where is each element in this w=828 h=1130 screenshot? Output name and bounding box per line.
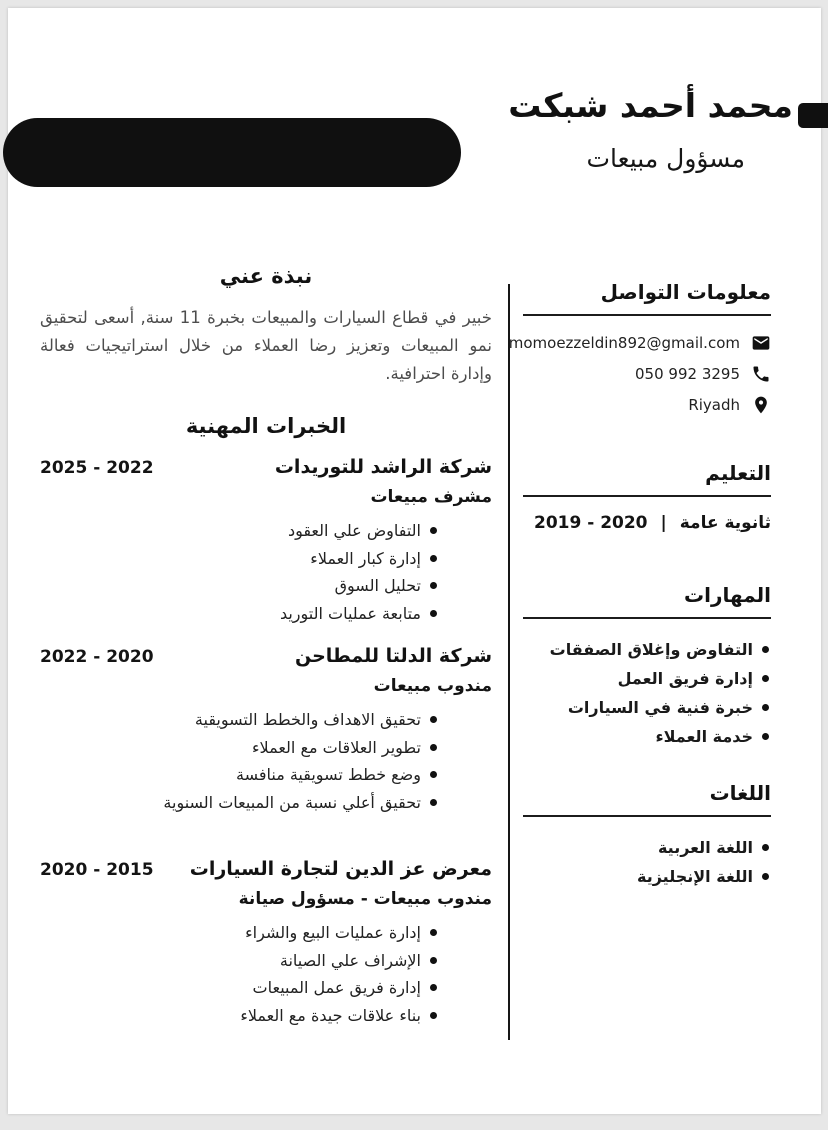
skills-list	[523, 635, 771, 751]
job-duty: التفاوض علي العقود	[40, 517, 438, 545]
job-duty: بناء علاقات جيدة مع العملاء	[40, 1002, 438, 1030]
education-program: ثانوية عامة	[679, 513, 771, 533]
skills-heading-rule	[523, 617, 771, 619]
location-pin-icon	[750, 394, 771, 415]
header-banner	[3, 118, 461, 187]
job-duty: متابعة عمليات التوريد	[40, 600, 438, 628]
cv-page	[8, 8, 821, 1114]
job-company: شركة الراشد للتوريدات	[274, 456, 492, 478]
skill-item: إدارة فريق العمل	[523, 664, 771, 693]
contact-phone-text: 050 992 3295	[635, 364, 740, 383]
education-section	[523, 461, 771, 533]
job-company: شركة الدلتا للمطاحن	[294, 645, 492, 667]
language-item: اللغة الإنجليزية	[523, 862, 771, 891]
job-duty: وضع خطط تسويقية منافسة	[40, 761, 438, 789]
job-duty: إدارة كبار العملاء	[40, 545, 438, 573]
languages-list	[523, 833, 771, 891]
contact-heading: معلومات التواصل	[600, 280, 771, 304]
skill-item: خدمة العملاء	[523, 722, 771, 751]
job-duty: إدارة فريق عمل المبيعات	[40, 974, 438, 1002]
skill-item: خبرة فنية في السيارات	[523, 693, 771, 722]
education-heading-rule	[523, 495, 771, 497]
job-role: مندوب مبيعات	[373, 676, 492, 696]
candidate-name: محمد أحمد شبكت	[508, 86, 793, 125]
job-duty: تطوير العلاقات مع العملاء	[40, 734, 438, 762]
envelope-icon	[750, 332, 771, 353]
job-duty: الإشراف علي الصيانة	[40, 947, 438, 975]
job-header	[40, 645, 492, 667]
job-entry	[40, 858, 492, 1029]
job-duties-list	[40, 919, 438, 1029]
contact-location-row	[523, 394, 771, 415]
header-edge-mark	[798, 103, 828, 128]
main-column	[40, 264, 492, 1029]
contact-email-row	[508, 332, 771, 353]
sidebar	[508, 280, 771, 891]
job-duty: إدارة عمليات البيع والشراء	[40, 919, 438, 947]
job-dates: 2020 - 2015	[40, 860, 154, 880]
education-separator: |	[660, 513, 667, 533]
languages-section	[523, 781, 771, 891]
job-header	[40, 456, 492, 478]
contact-heading-rule	[523, 314, 771, 316]
experience-heading: الخبرات المهنية	[185, 414, 347, 438]
job-dates: 2022 - 2020	[40, 647, 154, 667]
job-header	[40, 858, 492, 880]
job-duties-list	[40, 517, 438, 627]
skill-item: التفاوض وإغلاق الصفقات	[523, 635, 771, 664]
job-company: معرض عز الدين لتجارة السيارات	[189, 858, 492, 880]
contact-section	[508, 280, 771, 415]
job-duties-list	[40, 706, 438, 816]
education-heading: التعليم	[705, 461, 771, 485]
skills-heading: المهارات	[684, 583, 771, 607]
job-dates: 2025 - 2022	[40, 458, 154, 478]
contact-location-text: Riyadh	[688, 395, 740, 414]
job-duty: تحقيق أعلي نسبة من المبيعات السنوية	[40, 789, 438, 817]
job-entry	[40, 645, 492, 816]
about-text: خبير في قطاع السيارات والمبيعات بخبرة 11 سنة, أسعى لتحقيق نمو المبيعات وتعزيز رضا العملاء من خلال استراتيجيات فعالة وإدارة احترافية.	[40, 308, 492, 383]
job-role: مندوب مبيعات - مسؤول صيانة	[238, 889, 492, 909]
languages-heading: اللغات	[709, 781, 771, 805]
contact-phone-row	[523, 363, 771, 384]
candidate-job-title: مسؤول مبيعات	[586, 144, 745, 173]
job-role: مشرف مبيعات	[370, 487, 492, 507]
about-heading: نبذة عني	[219, 264, 313, 288]
language-item: اللغة العربية	[523, 833, 771, 862]
job-entry	[40, 456, 492, 627]
contact-email-text: momoezzeldin892@gmail.com	[508, 333, 740, 352]
job-duty: تحليل السوق	[40, 572, 438, 600]
column-divider	[508, 284, 510, 1040]
education-years: 2019 - 2020	[533, 513, 648, 533]
phone-icon	[750, 363, 771, 384]
job-duty: تحقيق الاهداف والخطط التسويقية	[40, 706, 438, 734]
skills-section	[523, 583, 771, 751]
languages-heading-rule	[523, 815, 771, 817]
education-entry	[523, 513, 771, 533]
